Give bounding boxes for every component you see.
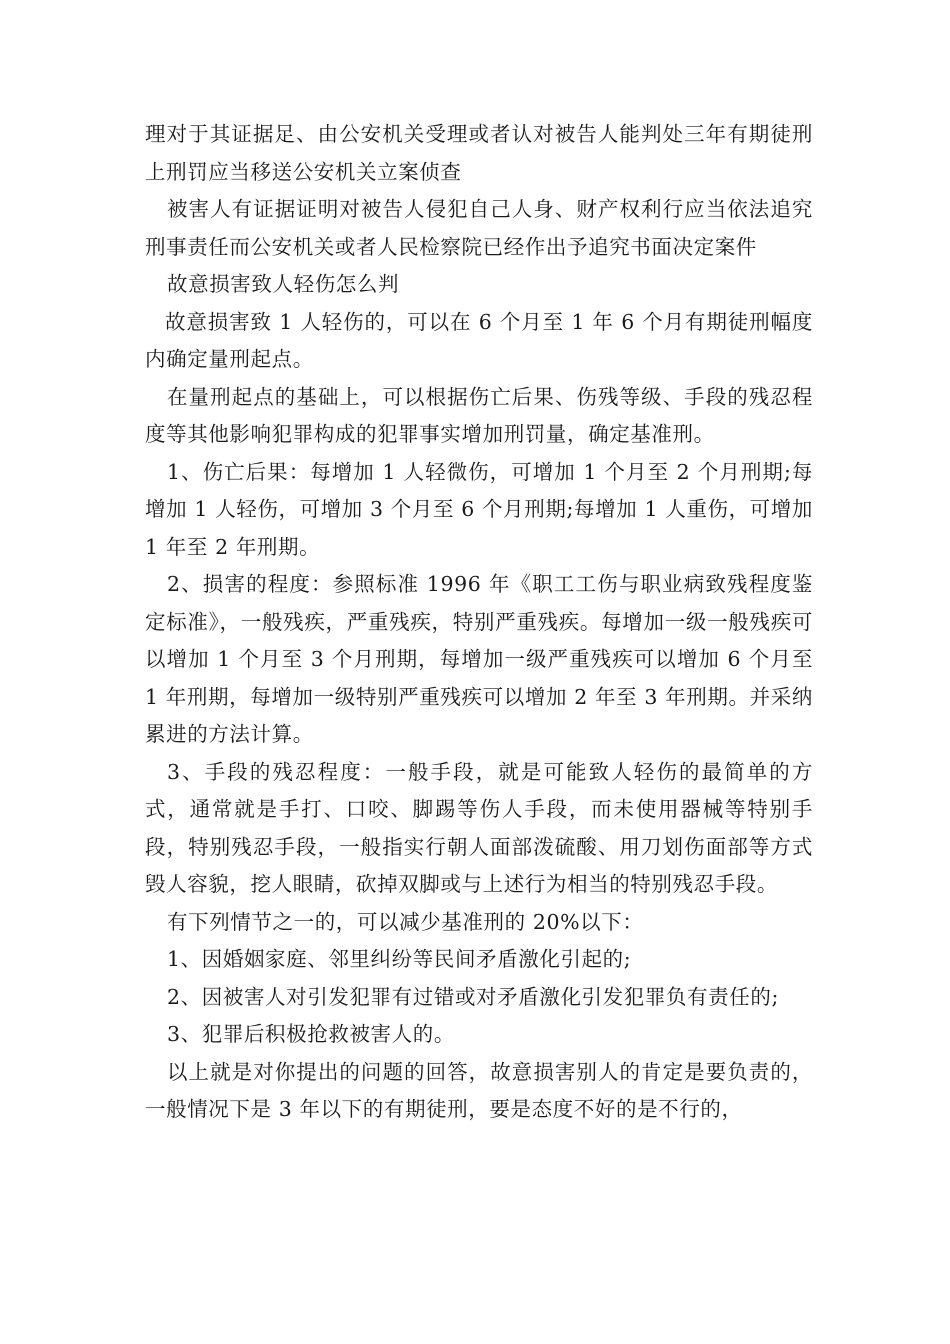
paragraph: 在量刑起点的基础上，可以根据伤亡后果、伤残等级、手段的残忍程度等其他影响犯罪构成的犯罪事实增加刑罚量，确定基准刑。 (145, 384, 813, 446)
list-item: 2、损害的程度：参照标准 1996 年《职工工伤与职业病致残程度鉴定标准》，一般残疾，严重残疾，特别严重残疾。每增加一级一般残疾可以增加 1 个月至 3 个月刑期，每增加一级严重残疾可以增加 6 个月至 1 年刑期，每增加一级特别严重残疾可以增加 2 年至 3 年刑期。并采纳累进的方法计算。 (145, 572, 813, 746)
document-body (145, 116, 813, 1129)
paragraph-heading: 故意损害致人轻伤怎么判 (167, 272, 400, 296)
list-item: 1、因婚姻家庭、邻里纠纷等民间矛盾激化引起的; (167, 947, 632, 971)
list-item: 2、因被害人对引发犯罪有过错或对矛盾激化引发犯罪负有责任的; (167, 984, 779, 1009)
list-item: 3、犯罪后积极抢救被害人的。 (167, 1022, 455, 1046)
paragraph: 故意损害致 1 人轻伤的，可以在 6 个月至 1 年 6 个月有期徒刑幅度内确定量刑起点。 (145, 309, 813, 371)
list-item: 3、手段的残忍程度：一般手段，就是可能致人轻伤的最简单的方式，通常就是手打、口咬、脚踢等伤人手段，而未使用器械等特别手段，特别残忍手段，一般指实行朝人面部泼硫酸、用刀划伤面部等方式毁人容貌，挖人眼睛，砍掉双脚或与上述行为相当的特别残忍手段。 (145, 759, 813, 896)
paragraph: 被害人有证据证明对被告人侵犯自己人身、财产权利行应当依法追究刑事责任而公安机关或者人民检察院已经作出予追究书面决定案件 (145, 197, 813, 259)
paragraph: 以上就是对你提出的问题的回答，故意损害别人的肯定是要负责的，一般情况下是 3 年以下的有期徒刑，要是态度不好的是不行的， (145, 1059, 813, 1121)
paragraph: 有下列情节之一的，可以减少基准刑的 20%以下： (167, 909, 644, 934)
list-item: 1、伤亡后果：每增加 1 人轻微伤，可增加 1 个月至 2 个月刑期;每增加 1 人轻伤，可增加 3 个月至 6 个月刑期;每增加 1 人重伤，可增加 1 年至 2 年刑期。 (145, 459, 813, 559)
paragraph: 理对于其证据足、由公安机关受理或者认对被告人能判处三年有期徒刑上刑罚应当移送公安机关立案侦查 (145, 122, 813, 184)
